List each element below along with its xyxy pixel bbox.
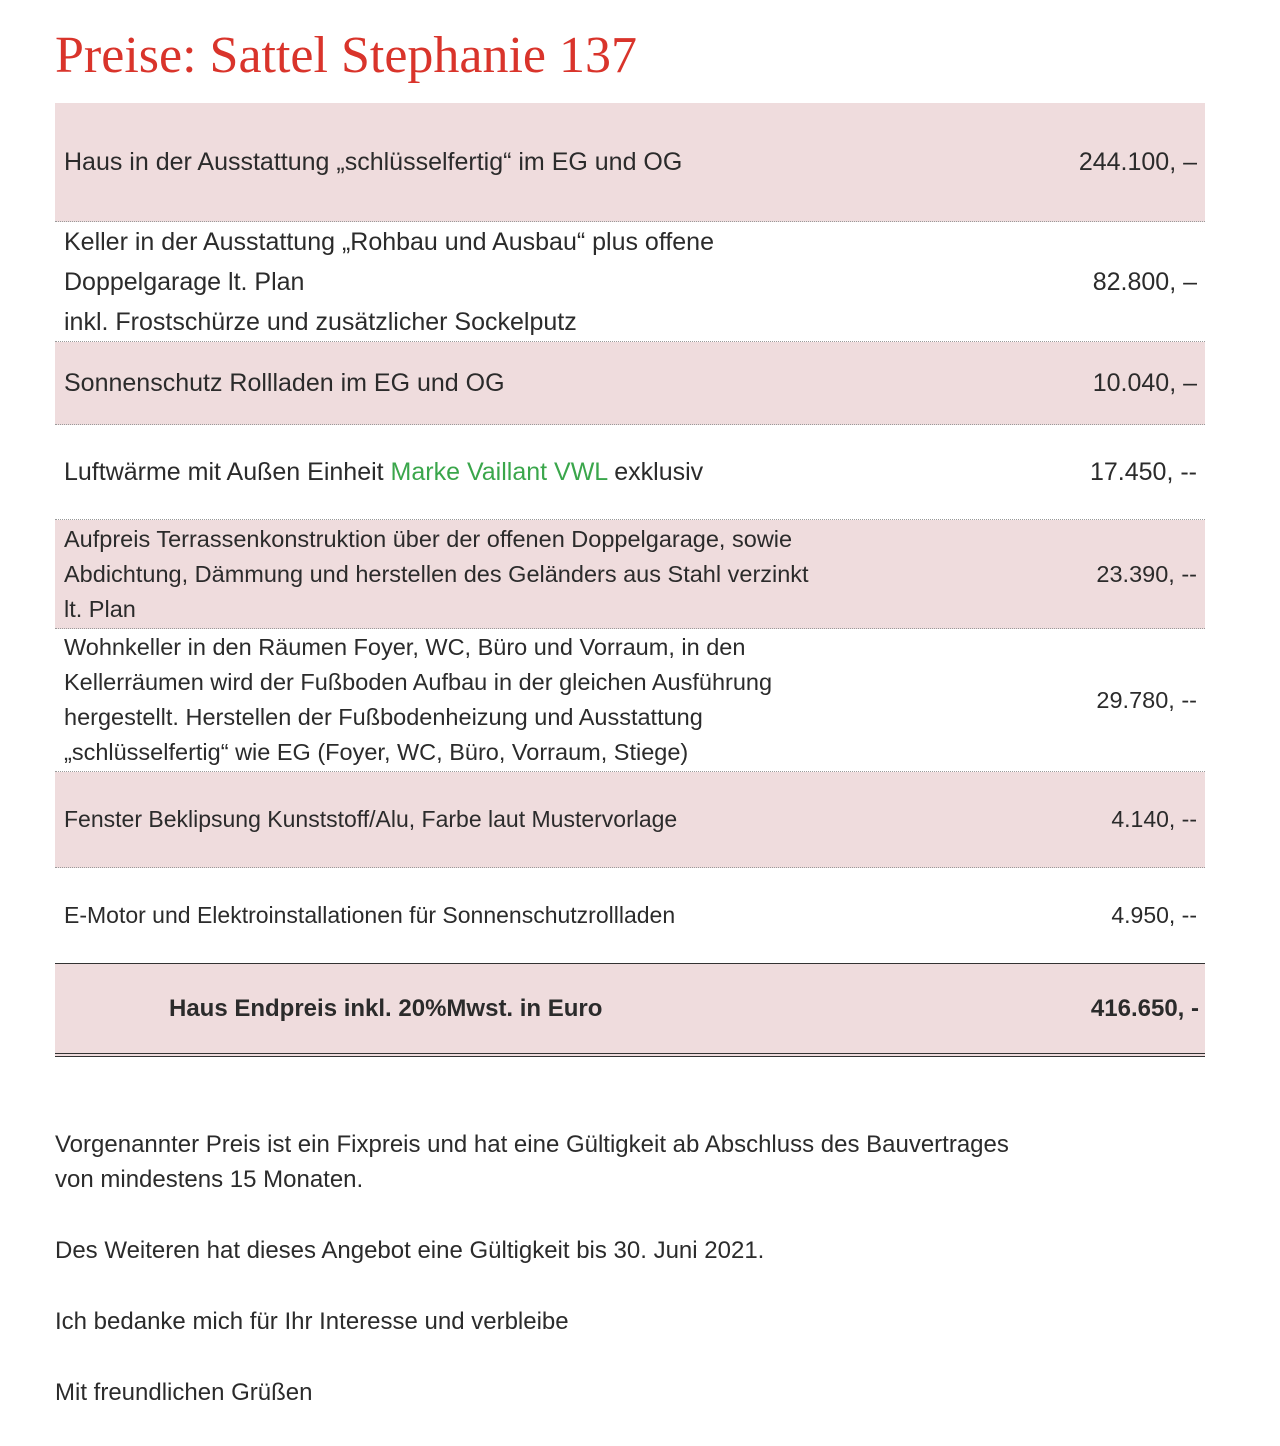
page-title: Preise: Sattel Stephanie 137 <box>55 27 638 84</box>
table-row <box>55 868 1205 963</box>
item-price: 10.040, – <box>1092 369 1197 397</box>
item-price: 23.390, -- <box>1096 560 1197 587</box>
validity-note <box>55 1127 1205 1197</box>
table-row <box>55 772 1205 868</box>
item-description-line: hergestellt. Herstellen der Fußbodenheizung und Ausstattung <box>64 704 703 730</box>
total-row <box>55 963 1205 1057</box>
item-price: 29.780, -- <box>1096 686 1197 713</box>
item-description-line: Aufpreis Terrassenkonstruktion über der offenen Doppelgarage, sowie <box>64 525 793 552</box>
total-label: Haus Endpreis inkl. 20%Mwst. in Euro <box>169 994 603 1022</box>
item-description-line: Keller in der Ausstattung „Rohbau und Ausbau“ plus offene <box>64 227 714 256</box>
item-description <box>55 898 913 933</box>
item-price: 4.140, -- <box>1111 806 1197 832</box>
item-description-text: exklusiv <box>607 458 704 486</box>
item-description-line: Doppelgarage lt. Plan <box>64 267 305 296</box>
validity-note-line: von mindestens 15 Monaten. <box>55 1166 364 1193</box>
item-description <box>55 802 913 837</box>
item-description-line: lt. Plan <box>64 595 136 622</box>
table-row <box>55 520 1205 629</box>
item-description-line: inkl. Frostschürze und zusätzlicher Sockelputz <box>64 307 577 336</box>
item-price: 82.800, – <box>1092 267 1197 296</box>
total-price: 416.650, - <box>1090 994 1199 1022</box>
item-description <box>55 522 913 627</box>
thanks-note: Ich bedanke mich für Ihr Interesse und verbleibe <box>55 1308 569 1335</box>
item-description-line: Haus in der Ausstattung „schlüsselfertig“ im EG und OG <box>64 148 683 176</box>
table-row <box>55 342 1205 425</box>
item-description <box>55 142 913 182</box>
validity-note-line: Vorgenannter Preis ist ein Fixpreis und hat eine Gültigkeit ab Abschluss des Bauvertrages <box>55 1131 1009 1158</box>
offer-deadline-note: Des Weiteren hat dieses Angebot eine Gültigkeit bis 30. Juni 2021. <box>55 1237 765 1264</box>
item-description <box>55 630 913 770</box>
closing-note: Mit freundlichen Grüßen <box>55 1379 313 1406</box>
notes-section <box>55 1127 1205 1446</box>
item-description <box>55 452 913 492</box>
item-price: 244.100, – <box>1078 148 1197 176</box>
item-description-line: E-Motor und Elektroinstallationen für Sonnenschutzrollladen <box>64 902 676 928</box>
item-price: 17.450, -- <box>1089 458 1197 486</box>
table-row <box>55 425 1205 520</box>
item-description-line: Fenster Beklipsung Kunststoff/Alu, Farbe laut Mustervorlage <box>64 806 678 832</box>
item-description <box>55 222 913 342</box>
table-row <box>55 629 1205 772</box>
price-table <box>55 103 1205 1057</box>
item-price: 4.950, -- <box>1111 902 1197 928</box>
item-description-line: Abdichtung, Dämmung und herstellen des Geländers aus Stahl verzinkt <box>64 560 809 587</box>
item-description-text: Luftwärme mit Außen Einheit <box>64 458 391 486</box>
item-description-line: Sonnenschutz Rollladen im EG und OG <box>64 369 505 397</box>
item-description <box>55 363 913 403</box>
item-description-line: Wohnkeller in den Räumen Foyer, WC, Büro und Vorraum, in den <box>64 634 746 660</box>
table-row <box>55 103 1205 222</box>
item-description-line: Kellerräumen wird der Fußboden Aufbau in der gleichen Ausführung <box>64 669 773 695</box>
table-row <box>55 222 1205 342</box>
item-description-line: „schlüsselfertig“ wie EG (Foyer, WC, Büro, Vorraum, Stiege) <box>64 739 689 765</box>
brand-name: Marke Vaillant VWL <box>390 458 608 486</box>
